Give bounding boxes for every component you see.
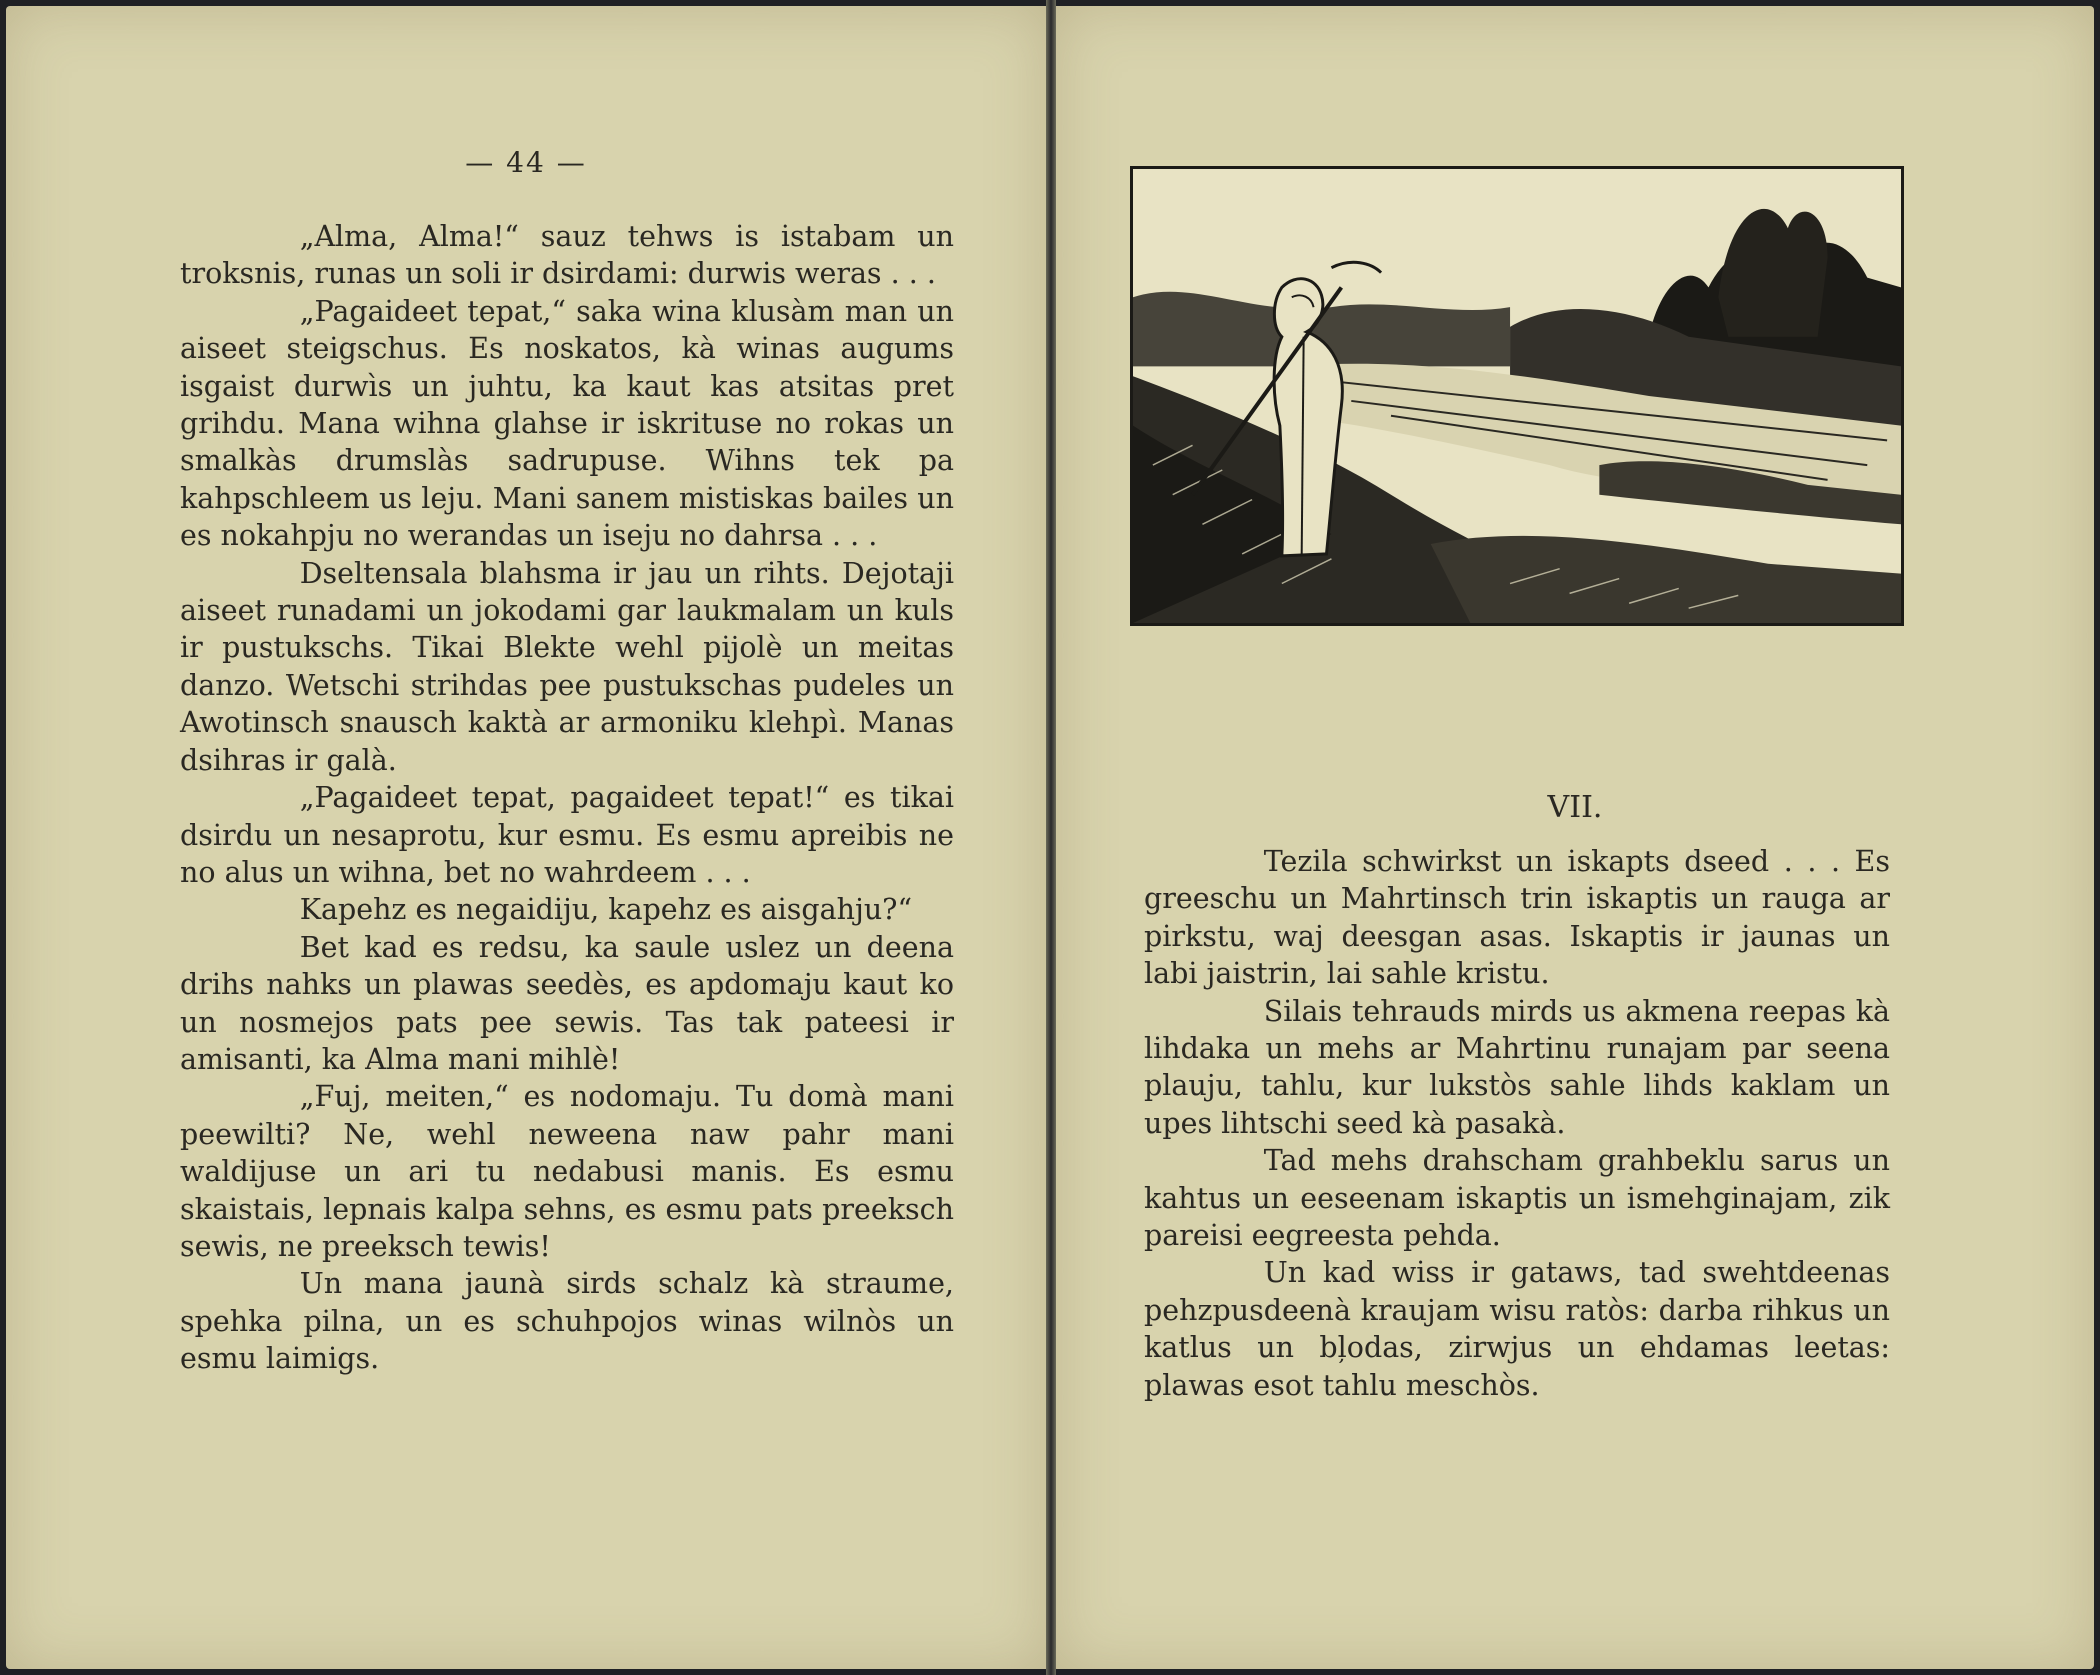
paragraph: Kapehz es negaidiju, kapehz es aisgahju?“ [299, 893, 913, 927]
paragraph: Tad mehs drahscham grahbeklu sarus un kahtus un eeseenam iskaptis un ismehginajam, zik pareisi eegreesta pehda. [1144, 1144, 1890, 1253]
paragraph: „Pagaideet tepat, pagaideet tepat!“ es tikai dsirdu un nesaprotu, kur esmu. Es esmu apreibis ne no alus un wihna, bet no wahrdeem . . . [180, 781, 954, 889]
paragraph: Un mana jaunà sirds schalz kà straume, spehka pilna, un es schuhpojos winas wilnòs un esmu laimigs. [180, 1267, 954, 1376]
page-number: — 44 — [465, 146, 587, 179]
right-page-text [1144, 843, 1890, 1404]
paragraph: „Fuj, meiten,“ es nodomaju. Tu domà mani peewilti? Ne, wehl neweena naw pahr mani waldijuse un ari tu nedabusi manis. Es esmu skaistais, lepnais kalpa sehns, es esmu pats preeksch sewis, ne preeksch tewis! [180, 1080, 954, 1263]
paragraph: Un kad wiss ir gataws, tad swehtdeenas pehzpusdeenà kraujam wisu ratòs: darba rihkus un katlus un bļodas, zirwjus un ehdamas leetas: plawas esot tahlu meschòs. [1144, 1256, 1890, 1402]
chapter-heading: VII. [1547, 790, 1603, 825]
paragraph: „Pagaideet tepat,“ saka wina klusàm man un aiseet steigschus. Es noskatos, kà winas augums isgaist durwìs un juhtu, ka kaut kas atsitas pret grihdu. Mana wihna glahse ir iskrituse no rokas un smalkàs drumslàs sadrupuse. Wihns tek pa kahpschleem us leju. Mani sanem mistiskas bailes un es nokahpju no werandas un iseju no dahrsa . . . [180, 294, 954, 553]
paragraph: Tezila schwirkst un iskapts dseed . . . Es greeschu un Mahrtinsch trin iskaptis un rauga ar pirkstu, waj deesgan asas. Iskaptis ir jaunas un labi jaistrin, lai sahle kristu. [1144, 845, 1890, 991]
paragraph: Bet kad es redsu, ka saule uslez un deena drihs nahks un plawas seedès, es apdomaju kaut ko un nosmejos pats pee sewis. Tas tak pateesi ir amisanti, ka Alma mani mihlè! [180, 930, 954, 1076]
paragraph: Dseltensala blahsma ir jau un rihts. Dejotaji aiseet runadami un jokodami gar laukmalam un kuls ir pustukschs. Tikai Blekte wehl pijolè un meitas danzo. Wetschi strihdas pee pustukschas pudeles un Awotinsch snausch kaktà ar armoniku klehpì. Manas dsihras ir galà. [180, 556, 954, 777]
paragraph: Silais tehrauds mirds us akmena reepas kà lihdaka un mehs ar Mahrtinu runajam par seena plauju, tahlu, kur lukstòs sahle lihds kaklam un upes lihtschi seed kà pasakà. [1144, 994, 1890, 1140]
paragraph: „Alma, Alma!“ sauz tehws is istabam un troksnis, runas un soli ir dsirdami: durwis weras . . . [180, 220, 954, 291]
